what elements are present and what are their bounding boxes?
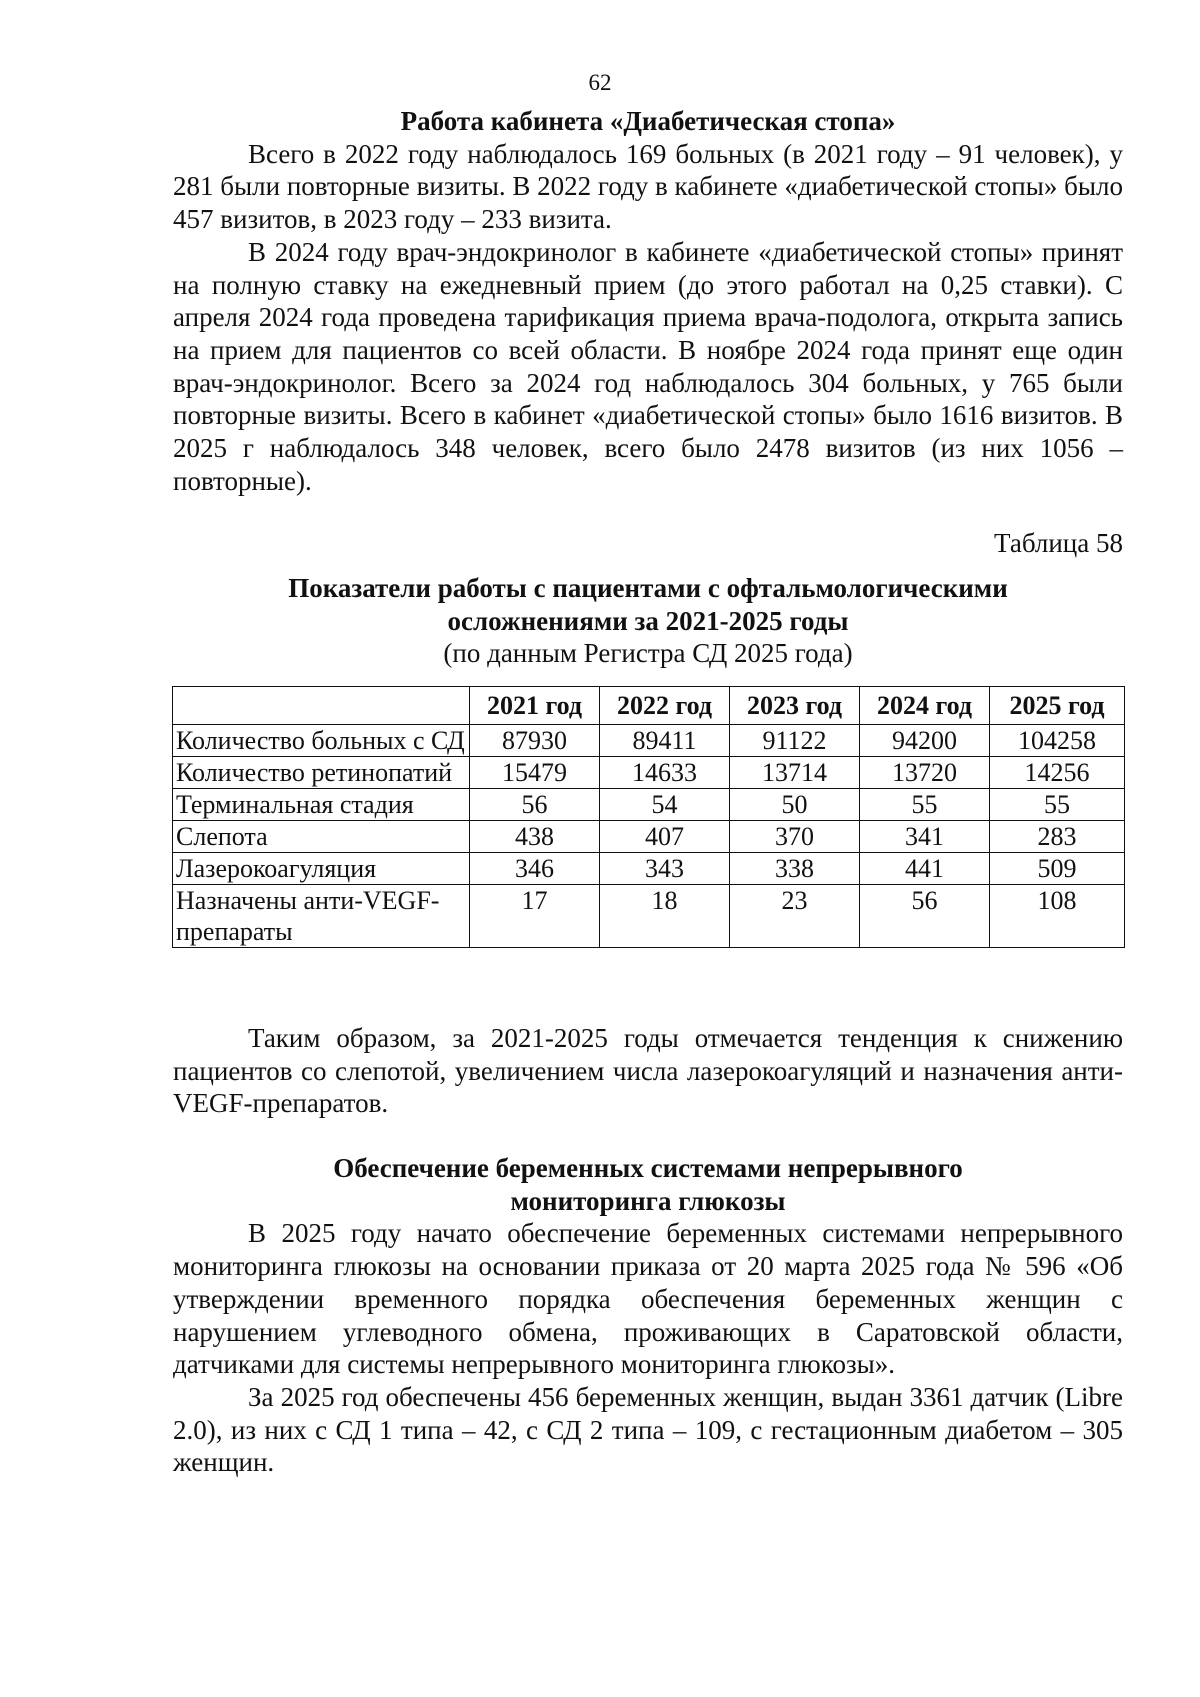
header-cell: 2023 год <box>730 687 860 725</box>
header-cell: 2021 год <box>470 687 600 725</box>
table-cell: 23 <box>730 885 860 948</box>
section-diabetic-foot <box>173 105 1123 497</box>
ophthalmology-table <box>172 686 1125 948</box>
table-cell: 91122 <box>730 725 860 757</box>
table-subtitle: (по данным Регистра СД 2025 года) <box>443 638 853 669</box>
table-cell: 54 <box>600 789 730 821</box>
table-cell: 341 <box>860 821 990 853</box>
table-cell: 13720 <box>860 757 990 789</box>
table-cell: 55 <box>860 789 990 821</box>
row-label: Слепота <box>173 821 470 853</box>
row-label: Терминальная стадия <box>173 789 470 821</box>
table-cell: 104258 <box>990 725 1125 757</box>
table-cell: 338 <box>730 853 860 885</box>
table-cell: 17 <box>470 885 600 948</box>
table-cell: 14633 <box>600 757 730 789</box>
section-heading-line2: мониторинга глюкозы <box>510 1185 786 1216</box>
table-header-row <box>173 687 1125 725</box>
row-label: Назначены анти-VEGF-препараты <box>173 885 470 948</box>
section-glucose-monitoring <box>173 1152 1123 1479</box>
table-cell: 346 <box>470 853 600 885</box>
table-cell: 56 <box>860 885 990 948</box>
table-cell: 13714 <box>730 757 860 789</box>
row-label: Лазерокоагуляция <box>173 853 470 885</box>
row-label: Количество больных с СД <box>173 725 470 757</box>
table-cell: 50 <box>730 789 860 821</box>
table-cell: 87930 <box>470 725 600 757</box>
conclusion-block <box>173 1022 1123 1120</box>
table-row <box>173 821 1125 853</box>
table-cell: 56 <box>470 789 600 821</box>
page-number: 62 <box>588 70 612 95</box>
section-heading: Работа кабинета «Диабетическая стопа» <box>400 106 896 136</box>
table-cell: 370 <box>730 821 860 853</box>
header-cell: 2024 год <box>860 687 990 725</box>
table-cell: 89411 <box>600 725 730 757</box>
table-row <box>173 853 1125 885</box>
table-title-line1: Показатели работы с пациентами с офтальмологическими <box>288 573 1008 603</box>
row-label: Количество ретинопатий <box>173 757 470 789</box>
header-cell: 2025 год <box>990 687 1125 725</box>
table-cell: 441 <box>860 853 990 885</box>
paragraph: В 2024 году врач-эндокринолог в кабинете «диабетической стопы» принят на полную ставку на ежедневный прием (до этого работал на 0,25 ставки). С апреля 2024 года проведена тарификация приема врача-подолога, открыта запись на прием для пациентов со всей области. В ноябре 2024 года принят еще один врач-эндокринолог. Всего за 2024 год наблюдалось 304 больных, у 765 были повторные визиты. Всего в кабинет «диабетической стопы» было 1616 визитов. В 2025 г наблюдалось 348 человек, всего было 2478 визитов (из них 1056 – повторные). <box>173 236 1123 496</box>
paragraph: За 2025 год обеспечены 456 беременных женщин, выдан 3361 датчик (Libre 2.0), из них с СД 1 типа – 42, с СД 2 типа – 109, с гестационным диабетом – 305 женщин. <box>173 1381 1123 1478</box>
table-title-line2: осложнениями за 2021-2025 годы <box>447 605 849 636</box>
table-cell: 407 <box>600 821 730 853</box>
table-cell: 343 <box>600 853 730 885</box>
table-row <box>173 725 1125 757</box>
table-cell: 108 <box>990 885 1125 948</box>
table-cell: 438 <box>470 821 600 853</box>
table-cell: 18 <box>600 885 730 948</box>
table-caption <box>173 572 1123 670</box>
table-cell: 15479 <box>470 757 600 789</box>
table-label: Таблица 58 <box>994 528 1123 558</box>
header-cell: 2022 год <box>600 687 730 725</box>
table-row <box>173 789 1125 821</box>
table-cell: 509 <box>990 853 1125 885</box>
table-cell: 94200 <box>860 725 990 757</box>
conclusion-paragraph: Таким образом, за 2021-2025 годы отмечается тенденция к снижению пациентов со слепотой, увеличением числа лазерокоагуляций и назначения анти-VEGF-препаратов. <box>173 1023 1123 1119</box>
paragraph: Всего в 2022 году наблюдалось 169 больных (в 2021 году – 91 человек), у 281 были повторные визиты. В 2022 году в кабинете «диабетической стопы» было 457 визитов, в 2023 году – 233 визита. <box>173 138 1123 235</box>
section-heading-line1: Обеспечение беременных системами непрерывного <box>333 1153 963 1183</box>
header-cell <box>173 687 470 725</box>
paragraph: В 2025 году начато обеспечение беременных системами непрерывного мониторинга глюкозы на основании приказа от 20 марта 2025 года № 596 «Об утверждении временного порядка обеспечения беременных женщин с нарушением углеводного обмена, проживающих в Саратовской области, датчиками для системы непрерывного мониторинга глюкозы». <box>173 1218 1123 1380</box>
table-row <box>173 885 1125 948</box>
table-cell: 14256 <box>990 757 1125 789</box>
table-cell: 283 <box>990 821 1125 853</box>
table-row <box>173 757 1125 789</box>
table-cell: 55 <box>990 789 1125 821</box>
